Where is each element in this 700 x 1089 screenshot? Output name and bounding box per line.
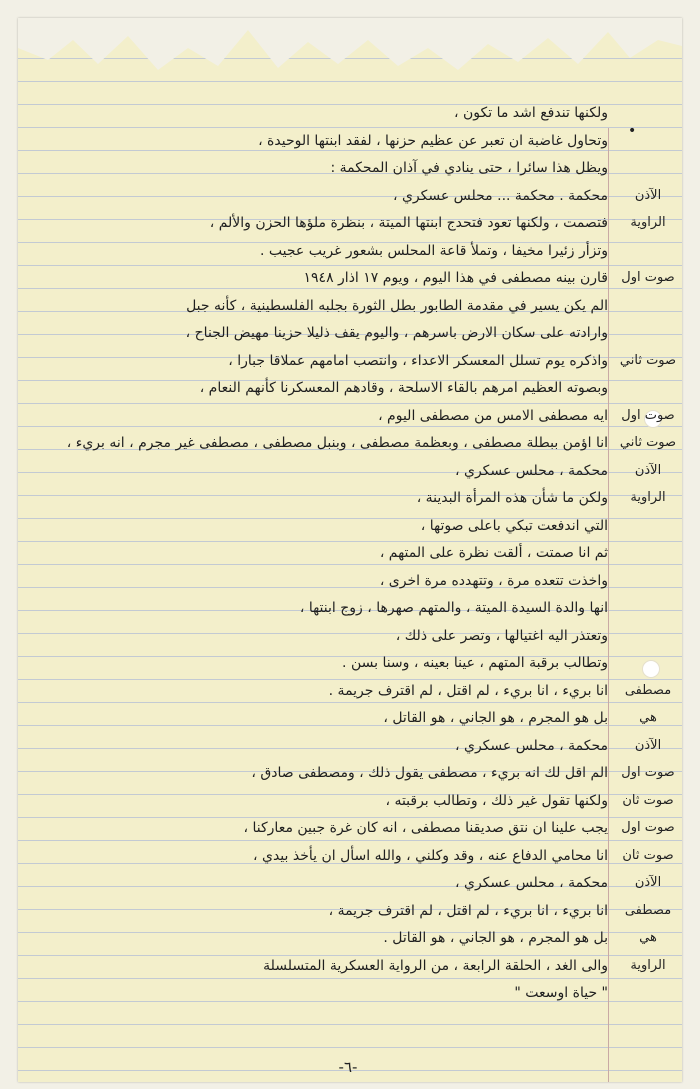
script-line: واخذت تتعده مرة ، وتتهدده مرة اخرى ، — [379, 573, 608, 589]
script-line: ولكنها تقول غير ذلك ، وتطالب برقبته ، — [385, 793, 608, 809]
script-line: التي اندفعت تبكي باعلى صوتها ، — [420, 518, 608, 534]
script-line: فتصمت ، ولكنها تعود فتحدج ابنتها الميتة ، بنظرة ملؤها الحزن والألم ، — [209, 215, 608, 231]
speaker-label: صوت ثان — [622, 793, 674, 808]
script-line: " حياة اوسعت " — [514, 985, 608, 1001]
script-line: ولكنها تندفع اشد ما تكون ، — [454, 105, 608, 121]
script-line: واذكره يوم تسلل المعسكر الاعداء ، وانتصب امامهم عملاقا جبارا ، — [228, 353, 608, 369]
speaker-label: صوت ثاني — [619, 435, 677, 450]
speaker-label: هي — [639, 930, 657, 945]
script-line: وبصوته العظيم امرهم بالقاء الاسلحة ، وقادهم المعسكرنا كأنهم النعام ، — [199, 380, 608, 396]
bullet-mark: • — [628, 123, 637, 139]
script-line: وتزأر زئيرا مخيفا ، وتملأ قاعة المحلس بشعور غريب عجيب . — [260, 243, 608, 259]
script-line: محكمة . محكمة ... محلس عسكري ، — [392, 188, 608, 204]
speaker-label: الآذن — [634, 875, 662, 890]
speaker-label: الآذن — [634, 188, 662, 203]
page-number: -٦- — [338, 1058, 358, 1076]
script-line: ايه مصطفى الامس من مصطفى اليوم ، — [378, 408, 608, 424]
script-line: انها والدة السيدة الميتة ، والمتهم صهرها ، زوج ابنتها ، — [299, 600, 608, 616]
script-line: ثم انا صمتت ، ألقت نظرة على المتهم ، — [379, 545, 608, 561]
script-line: محكمة ، محلس عسكري ، — [455, 738, 608, 754]
speaker-label: هي — [639, 710, 657, 725]
script-line: وارادته على سكان الارض باسرهم ، واليوم يقف ذليلا حزينا مهيض الجناح ، — [185, 325, 608, 341]
script-line: انا بريء ، انا بريء ، لم اقتل ، لم اقترف جريمة ، — [328, 903, 608, 919]
script-line: محكمة ، محلس عسكري ، — [455, 875, 608, 891]
script-line: الم يكن يسير في مقدمة الطابور بطل الثورة بجلبه الفلسطينية ، كأنه جبل — [186, 298, 608, 314]
script-line: بل هو المجرم ، هو الجاني ، هو القاتل . — [383, 930, 608, 946]
speaker-label: مصطفى — [624, 903, 672, 918]
margin-line — [608, 128, 609, 1082]
speaker-label: الآذن — [634, 463, 662, 478]
speaker-label: الراوية — [630, 958, 666, 973]
script-line: انا اؤمن ببطلة مصطفى ، وبعظمة مصطفى ، وبنبل مصطفى ، مصطفى غير مجرم ، انه بريء ، — [66, 435, 608, 451]
speaker-label: صوت ثان — [622, 848, 674, 863]
script-line: بل هو المجرم ، هو الجاني ، هو القاتل ، — [383, 710, 608, 726]
script-line: محكمة ، محلس عسكري ، — [455, 463, 608, 479]
paper-sheet — [18, 18, 682, 1082]
speaker-label: الراوية — [630, 490, 666, 505]
speaker-label: صوت اول — [621, 820, 675, 835]
script-line: والى الغد ، الحلقة الرابعة ، من الرواية العسكرية المتسلسلة — [263, 958, 608, 974]
script-line: انا محامي الدفاع عنه ، وقد وكلني ، والله اسأل ان يأخذ بيدي ، — [253, 848, 608, 864]
script-line: ولكن ما شأن هذه المرأة البدينة ، — [416, 490, 608, 506]
speaker-label: صوت اول — [621, 270, 675, 285]
speaker-label: صوت ثاني — [619, 353, 677, 368]
script-line: يجب علينا ان نتق صديقنا مصطفى ، انه كان غرة جبين معاركنا ، — [243, 820, 608, 836]
speaker-label: صوت اول — [621, 765, 675, 780]
script-line: وتحاول غاضبة ان تعبر عن عظيم حزنها ، لفقد ابنتها الوحيدة ، — [258, 133, 608, 149]
script-line: الم اقل لك انه بريء ، مصطفى يقول ذلك ، ومصطفى صادق ، — [251, 765, 608, 781]
script-line: وتعتذر اليه اغتيالها ، وتصر على ذلك ، — [395, 628, 608, 644]
speaker-label: الآذن — [634, 738, 662, 753]
punch-hole — [642, 660, 660, 678]
script-line: وتطالب برقبة المتهم ، عينا بعينه ، وسنا بسن . — [342, 655, 608, 671]
speaker-label: صوت اول — [621, 408, 675, 423]
speaker-label: الراوية — [630, 215, 666, 230]
script-line: ويظل هذا سائرا ، حتى ينادي في آذان المحكمة : — [330, 160, 608, 176]
torn-top-edge — [18, 18, 682, 98]
speaker-label: مصطفى — [624, 683, 672, 698]
script-line: انا بريء ، انا بريء ، لم اقتل ، لم اقترف جريمة . — [328, 683, 608, 699]
script-line: قارن بينه مصطفى في هذا اليوم ، ويوم ١٧ اذار ١٩٤٨ — [303, 270, 608, 286]
